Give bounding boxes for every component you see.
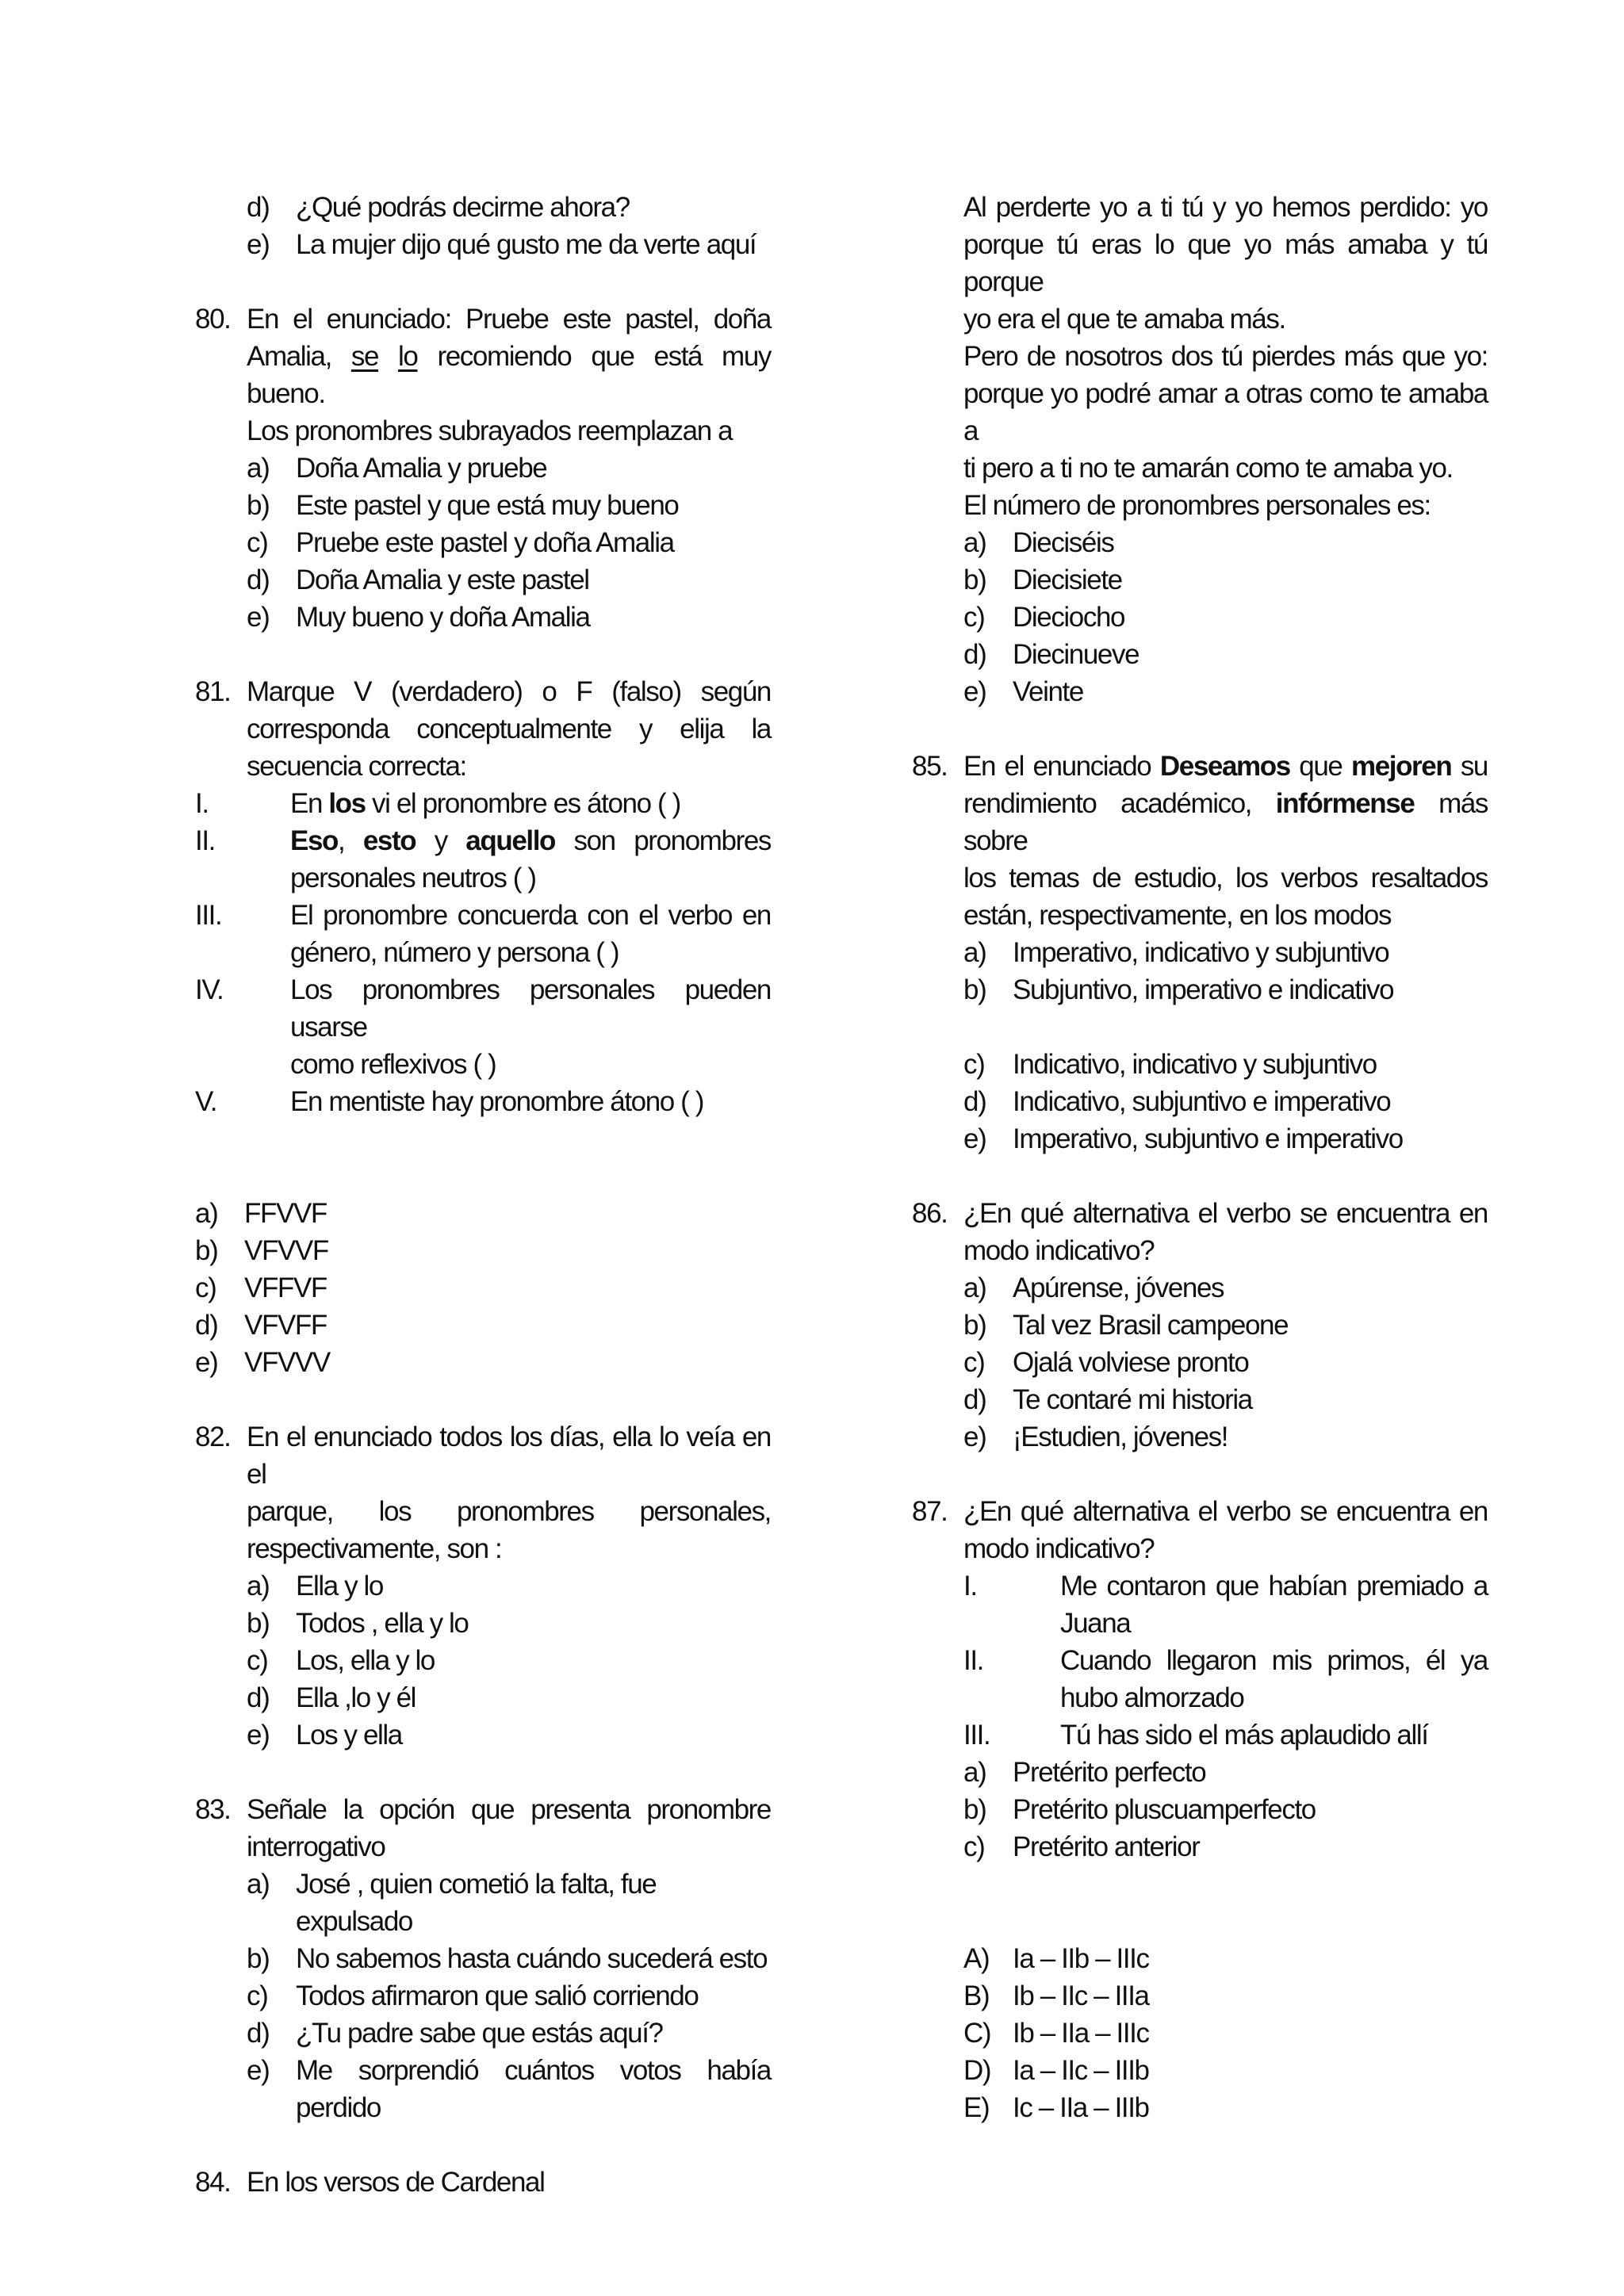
answer-e: E) Ic – IIa – IIIb (963, 2092, 1149, 2123)
question-80 (195, 300, 771, 636)
statement-i: I. En los vi el pronombre es átono ( ) (195, 788, 680, 819)
question-number: 83. (195, 1794, 231, 1825)
options-list (963, 524, 1488, 710)
question-86 (912, 1195, 1488, 1456)
options-list (195, 1195, 771, 1381)
option-a: a) FFVVF (195, 1198, 327, 1229)
statement-ii: II. Cuando llegaron mis primos, él ya hubo almorzado (963, 1645, 1488, 1713)
options-list (247, 1567, 771, 1754)
underlined-pronoun: se (350, 341, 379, 372)
question-85 (912, 748, 1488, 1158)
option-e: e) ¡Estudien, jóvenes! (963, 1422, 1228, 1452)
option-d: d) ¿Tu padre sabe que estás aquí? (247, 2018, 663, 2049)
option-a: a) Imperativo, indicativo y subjuntivo (963, 937, 1389, 968)
option-d: d) Te contaré mi historia (963, 1384, 1252, 1415)
option-c: c) Pretérito anterior (963, 1831, 1200, 1862)
option-d: d) Doña Amalia y este pastel (247, 564, 589, 595)
answer-d: D) Ia – IIc – IIIb (963, 2055, 1149, 2086)
options-list (247, 450, 771, 636)
statement-v: V. En mentiste hay pronombre átono ( ) (195, 1086, 704, 1117)
option-b: b) Pretérito pluscuamperfecto (963, 1794, 1316, 1825)
option-b: b) Tal vez Brasil campeone (963, 1310, 1289, 1341)
question-stem-line: respectivamente, son : (247, 1533, 502, 1564)
question-stem-line: Marque V (verdadero) o F (falso) según (247, 676, 771, 707)
question-stem-line: Señale la opción que presenta pronombre (247, 1794, 771, 1825)
option-a: a) Doña Amalia y pruebe (247, 453, 547, 484)
option-b: b) Todos , ella y lo (247, 1608, 469, 1639)
option-c: c) Dieciocho (963, 602, 1125, 633)
answer-c: C) Ib – IIa – IIIc (963, 2018, 1149, 2049)
option-c: c) Pruebe este pastel y doña Amalia (247, 527, 674, 558)
option-c: c) VFFVF (195, 1272, 327, 1303)
question-stem-line: interrogativo (247, 1831, 385, 1862)
statement-iv: IV. Los pronombres personales pueden usarse como reflexivos ( ) (195, 974, 771, 1080)
option-e: e) Muy bueno y doña Amalia (247, 602, 590, 633)
question-number: 84. (195, 2167, 231, 2198)
question-stem-line: En el enunciado: Pruebe este pastel, doña (247, 304, 771, 335)
option-d: d) Diecinueve (963, 639, 1139, 670)
question-stem-line: En los versos de Cardenal (247, 2167, 545, 2198)
statement-i: I. Me contaron que habían premiado a Juana (963, 1571, 1488, 1639)
statement-iii: III. Tú has sido el más aplaudido allí (963, 1720, 1428, 1751)
statement-ii: II. Eso, esto y aquello son pronombres personales neutros ( ) (195, 825, 771, 894)
question-87 (912, 1493, 1488, 2126)
answer-key-list (963, 1940, 1488, 2126)
answer-a: A) Ia – IIb – IIIc (963, 1943, 1149, 1974)
statement-iii: III. El pronombre concuerda con el verbo en género, número y persona ( ) (195, 900, 771, 968)
option-a: a) Dieciséis (963, 527, 1114, 558)
question-number: 80. (195, 304, 231, 335)
question-stem-line: En el enunciado Deseamos que mejoren su (963, 751, 1488, 782)
question-stem-line: Los pronombres subrayados reemplazan a (247, 415, 733, 446)
question-stem-line: rendimiento académico, infórmense más sobre (963, 788, 1488, 856)
option-d: d) Ella ,lo y él (247, 1682, 416, 1713)
question-stem-line: ¿En qué alternativa el verbo se encuentra en (963, 1198, 1488, 1229)
option-e: e) Los y ella (247, 1720, 402, 1751)
option-c: c) Ojalá volviese pronto (963, 1347, 1249, 1378)
underlined-pronoun: lo (398, 341, 418, 372)
question-number: 87. (912, 1496, 948, 1527)
question-82 (195, 1418, 771, 1754)
option-b: b) No sabemos hasta cuándo sucederá esto (247, 1943, 768, 1974)
option-b: b) Subjuntivo, imperativo e indicativo (963, 974, 1394, 1005)
question-number: 85. (912, 751, 948, 782)
option-a: a) José , quien cometió la falta, fue expulsado (247, 1869, 657, 1937)
poem-line: porque yo podré amar a otras como te amaba a (963, 378, 1488, 446)
options-list (247, 1866, 771, 2126)
question-stem-line: En el enunciado todos los días, ella lo veía en el (247, 1422, 771, 1490)
question-stem-line: Amalia, se lo recomiendo que está muy bueno. (247, 341, 771, 409)
poem-line: Al perderte yo a ti tú y yo hemos perdido: yo (963, 192, 1488, 223)
option-b: b) Este pastel y que está muy bueno (247, 490, 679, 521)
option-d: d) ¿Qué podrás decirme ahora? (247, 192, 630, 223)
option-a: a) Pretérito perfecto (963, 1757, 1206, 1788)
question-number: 86. (912, 1198, 948, 1229)
question-stem-line: ¿En qué alternativa el verbo se encuentra en (963, 1496, 1488, 1527)
option-e: e) VFVVV (195, 1347, 330, 1378)
option-a: a) Ella y lo (247, 1571, 383, 1601)
options-list (963, 934, 1488, 1008)
poem-line: ti pero a ti no te amarán como te amaba yo. (963, 453, 1453, 484)
question-stem-line: parque, los pronombres personales, (247, 1496, 771, 1527)
question-stem-line: los temas de estudio, los verbos resaltados (963, 863, 1488, 894)
poem-line: Pero de nosotros dos tú pierdes más que yo: (963, 341, 1488, 372)
poem-line: porque tú eras lo que yo más amaba y tú porque (963, 229, 1488, 297)
option-d: d) VFVFF (195, 1310, 327, 1341)
option-d: d) Indicativo, subjuntivo e imperativo (963, 1086, 1391, 1117)
option-c: c) Indicativo, indicativo y subjuntivo (963, 1049, 1377, 1080)
option-e: e) La mujer dijo qué gusto me da verte aquí (247, 229, 756, 260)
question-stem-line: modo indicativo? (963, 1235, 1155, 1266)
poem-line: yo era el que te amaba más. (963, 304, 1285, 335)
answer-b: B) Ib – IIc – IIIa (963, 1980, 1149, 2011)
left-column (195, 189, 771, 2201)
right-column (912, 189, 1488, 2126)
option-b: b) Diecisiete (963, 564, 1122, 595)
question-81 (195, 673, 771, 1381)
option-c: c) Los, ella y lo (247, 1645, 435, 1676)
question-79-tail (195, 189, 771, 263)
options-list (963, 1754, 1488, 1866)
question-stem-line: están, respectivamente, en los modos (963, 900, 1392, 931)
options-list (963, 1269, 1488, 1456)
question-number: 81. (195, 676, 231, 707)
question-stem-line: secuencia correcta: (247, 751, 466, 782)
option-b: b) VFVVF (195, 1235, 328, 1266)
option-c: c) Todos afirmaron que salió corriendo (247, 1980, 699, 2011)
options-list (247, 189, 771, 263)
question-stem-line: El número de pronombres personales es: (963, 490, 1431, 521)
option-e: e) Imperativo, subjuntivo e imperativo (963, 1123, 1403, 1154)
option-e: e) Veinte (963, 676, 1083, 707)
question-84-poem (912, 189, 1488, 710)
question-stem-line: modo indicativo? (963, 1533, 1155, 1564)
question-83 (195, 1791, 771, 2126)
question-number: 82. (195, 1422, 231, 1452)
question-84-start (195, 2164, 771, 2201)
option-a: a) Apúrense, jóvenes (963, 1272, 1224, 1303)
options-list (963, 1046, 1488, 1158)
option-e: e) Me sorprendió cuántos votos había perdido (247, 2055, 771, 2123)
question-stem-line: corresponda conceptualmente y elija la (247, 714, 771, 744)
